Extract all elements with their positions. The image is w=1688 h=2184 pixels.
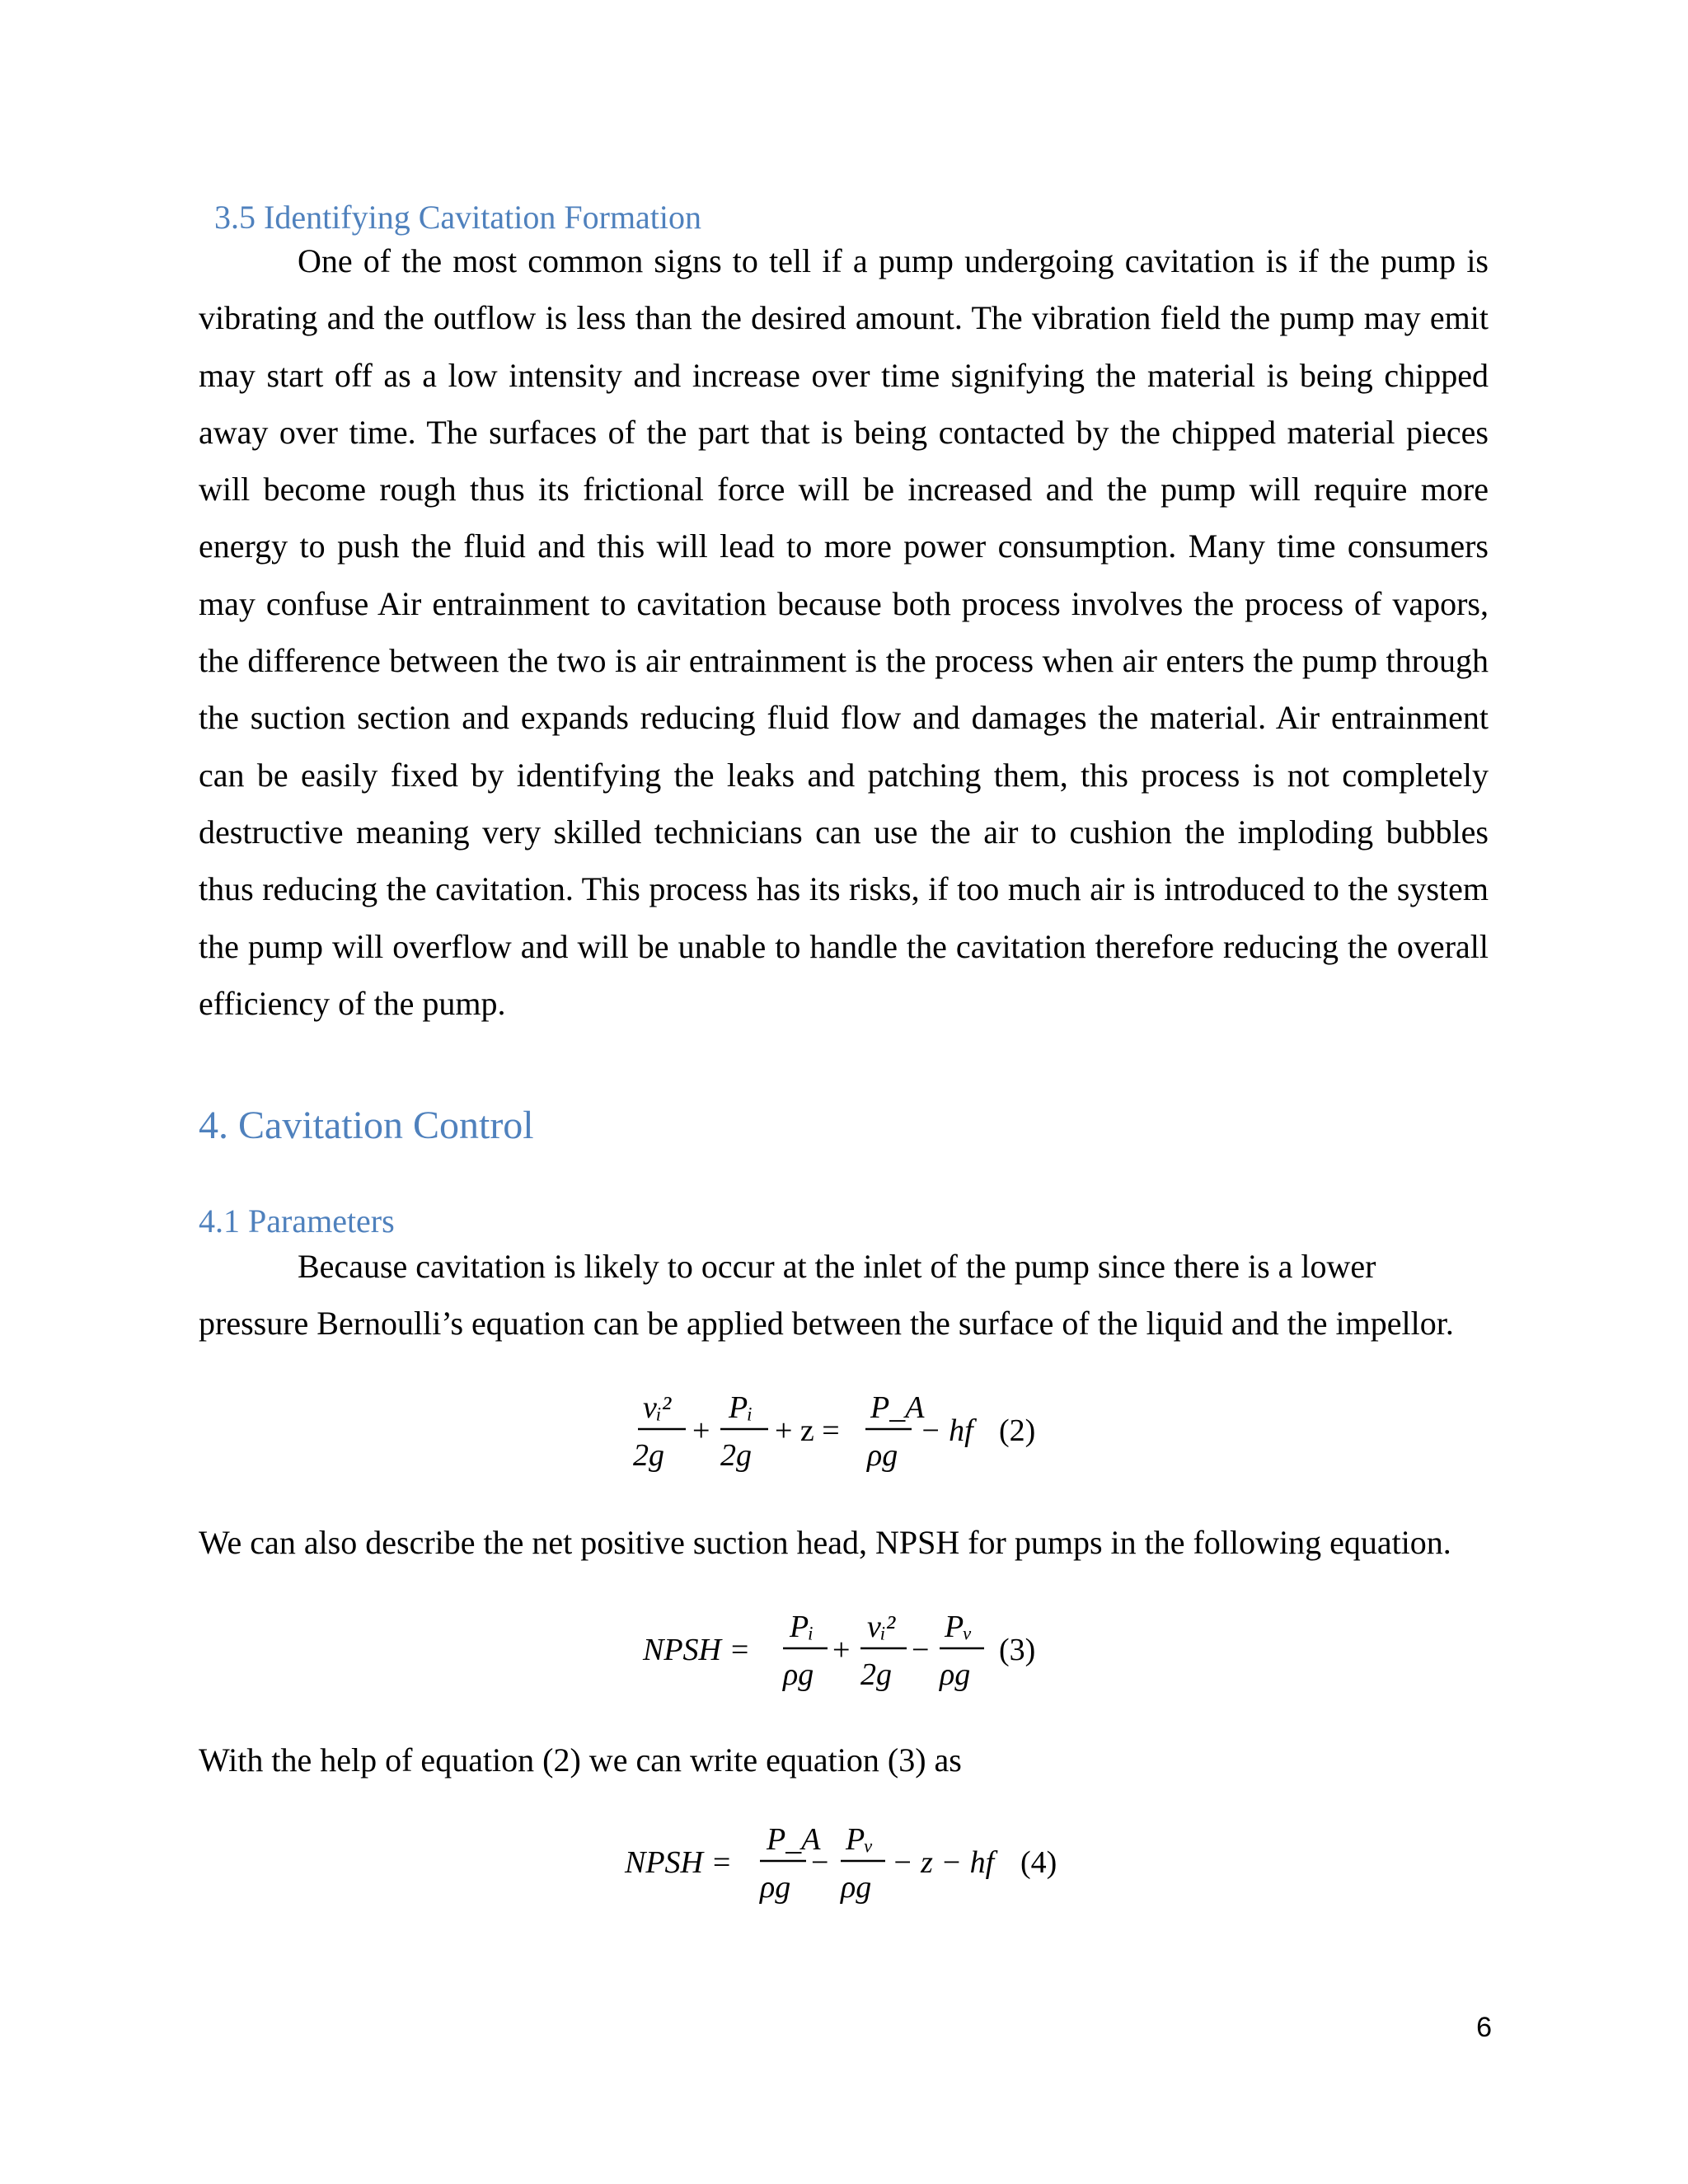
eq4-term2-denominator: ρg bbox=[841, 1870, 872, 1905]
eq3-op1: + bbox=[832, 1633, 851, 1667]
eq2-term3-denominator: ρg bbox=[867, 1438, 898, 1473]
eq3-term1-numerator: Pᵢ bbox=[790, 1610, 814, 1644]
equation-2 bbox=[626, 1381, 1071, 1488]
eq3-lhs: NPSH = bbox=[643, 1633, 751, 1667]
eq2-op1: + bbox=[692, 1413, 710, 1448]
eq3-term3-numerator: Pᵥ bbox=[945, 1610, 973, 1644]
npsh-intro-text: We can also describe the net positive suction head, NPSH for pumps in the following equation. bbox=[199, 1524, 1451, 1561]
eq2-term1-denominator: 2g bbox=[633, 1438, 664, 1473]
eq2-term2-denominator: 2g bbox=[720, 1438, 752, 1473]
section-4-heading: 4. Cavitation Control bbox=[199, 1104, 534, 1147]
eq4-lhs: NPSH = bbox=[625, 1845, 733, 1880]
eq3-op2: − bbox=[912, 1633, 930, 1667]
eq4-term1-numerator: P_A bbox=[767, 1822, 821, 1857]
section-3-5-paragraph: One of the most common signs to tell if a pump undergoing cavitation is if the pump is vibrating and the outflow is less than the desired amount. The vibration field the pump may emit may start off as a low intensity and increase over time signifying the material is being chipped away over time. The surfaces of the part that is being contacted by the chipped material pieces will become rough thus its frictional force will be increased and the pump will require more energy to push the fluid and this will lead to more power consumption. Many time consumers may confuse Air entrainment to cavitation because both process involves the process of vapors, the difference between the two is air entrainment is the process when air enters the pump through the suction section and expands reducing fluid flow and damages the material. Air entrainment can be easily fixed by identifying the leaks and patching them, this process is not completely destructive meaning very skilled technicians can use the air to cushion the imploding bubbles thus reducing the cavitation. This process has its risks, if too much air is introduced to the system the pump will overflow and will be unable to handle the cavitation therefore reducing the overall efficiency of the pump. bbox=[199, 242, 1489, 1022]
eq2-tail: − hf bbox=[920, 1413, 973, 1448]
eq2-label: (2) bbox=[999, 1413, 1036, 1448]
eq4-tail: − z − hf bbox=[892, 1845, 995, 1880]
section-3-5-heading: 3.5 Identifying Cavitation Formation bbox=[214, 199, 702, 236]
with-help-text: With the help of equation (2) we can write equation (3) as bbox=[199, 1741, 962, 1779]
eq2-term3-numerator: P_A bbox=[870, 1390, 925, 1425]
eq3-term1-denominator: ρg bbox=[783, 1657, 814, 1692]
eq3-term2-numerator: vᵢ² bbox=[867, 1610, 896, 1644]
eq2-mid: + z = bbox=[775, 1413, 840, 1448]
equation-3 bbox=[640, 1601, 1068, 1708]
equation-4 bbox=[621, 1813, 1083, 1920]
eq2-term1-numerator: vᵢ² bbox=[643, 1390, 672, 1425]
section-4-1-paragraph: Because cavitation is likely to occur at the inlet of the pump since there is a lower pressure Bernoulli’s equation can be applied between the surface of the liquid and the impellor. bbox=[199, 1248, 1454, 1343]
eq3-term2-denominator: 2g bbox=[860, 1657, 892, 1692]
eq4-label: (4) bbox=[1020, 1845, 1057, 1880]
eq2-term2-numerator: Pᵢ bbox=[729, 1390, 753, 1425]
section-4-1-heading: 4.1 Parameters bbox=[199, 1202, 395, 1240]
page-number: 6 bbox=[1476, 2012, 1492, 2043]
eq4-op1: − bbox=[811, 1845, 829, 1880]
eq4-term2-numerator: Pᵥ bbox=[846, 1822, 874, 1857]
eq4-term1-denominator: ρg bbox=[760, 1870, 791, 1905]
eq3-label: (3) bbox=[999, 1633, 1036, 1667]
eq3-term3-denominator: ρg bbox=[940, 1657, 971, 1692]
